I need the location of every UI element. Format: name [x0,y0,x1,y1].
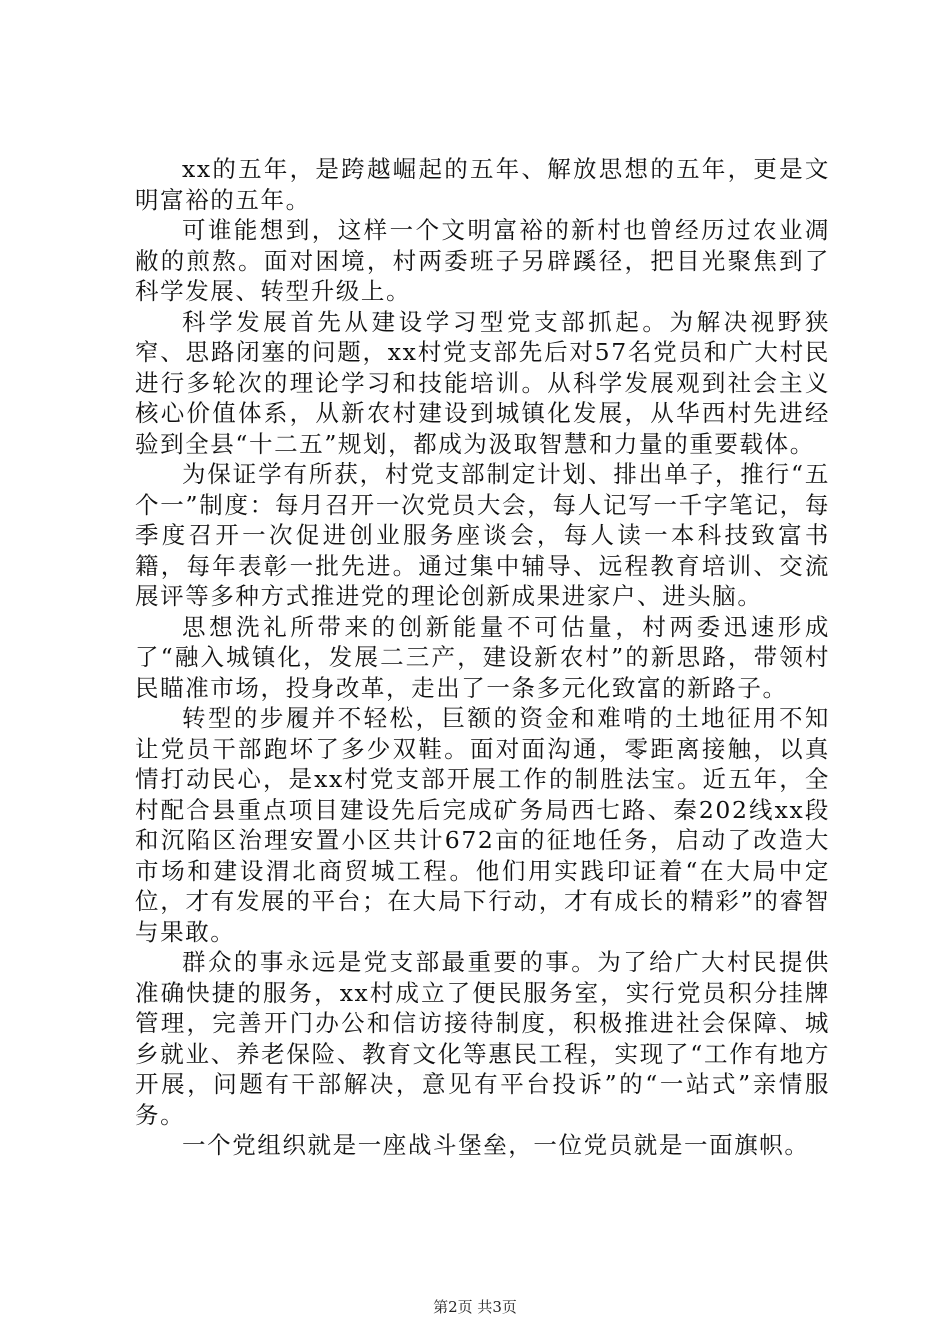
document-body [135,154,830,1161]
paragraph: 科学发展首先从建设学习型党支部抓起。为解决视野狭窄、思路闭塞的问题，xx村党支部先后对57名党员和广大村民进行多轮次的理论学习和技能培训。从科学发展观到社会主义核心价值体系，从新农村建设到城镇化发展，从华西村先进经验到全县“十二五”规划，都成为汲取智慧和力量的重要载体。 [135,307,830,458]
paragraph: xx的五年，是跨越崛起的五年、解放思想的五年，更是文明富裕的五年。 [135,155,830,214]
paragraph: 可谁能想到，这样一个文明富裕的新村也曾经历过农业凋敝的煎熬。面对困境，村两委班子另辟蹊径，把目光聚焦到了科学发展、转型升级上。 [135,216,830,305]
paragraph: 一个党组织就是一座战斗堡垒，一位党员就是一面旗帜。 [182,1131,810,1159]
page-number-footer: 第2页 共3页 [433,1298,517,1316]
paragraph: 群众的事永远是党支部最重要的事。为了给广大村民提供准确快捷的服务，xx村成立了便民服务室，实行党员积分挂牌管理，完善开门办公和信访接待制度，积极推进社会保障、城乡就业、养老保险、教育文化等惠民工程，实现了“工作有地方开展，问题有干部解决，意见有平台投诉”的“一站式”亲情服务。 [135,948,830,1129]
paragraph: 思想洗礼所带来的创新能量不可估量，村两委迅速形成了“融入城镇化，发展二三产，建设新农村”的新思路，带领村民瞄准市场，投身改革，走出了一条多元化致富的新路子。 [135,612,830,702]
paragraph: 转型的步履并不轻松，巨额的资金和难啃的土地征用不知让党员干部跑坏了多少双鞋。面对面沟通，零距离接触，以真情打动民心，是xx村党支部开展工作的制胜法宝。近五年，全村配合县重点项目建设先后完成矿务局西七路、秦202线xx段和沉陷区治理安置小区共计672亩的征地任务，启动了改造大市场和建设渭北商贸城工程。他们用实践印证着“在大局中定位，才有发展的平台；在大局下行动，才有成长的精彩”的睿智与果敢。 [135,704,830,946]
paragraph: 为保证学有所获，村党支部制定计划、排出单子，推行“五个一”制度：每月召开一次党员大会，每人记写一千字笔记，每季度召开一次促进创业服务座谈会，每人读一本科技致富书籍，每年表彰一批先进。通过集中辅导、远程教育培训、交流展评等多种方式推进党的理论创新成果进家户、进头脑。 [135,460,830,610]
